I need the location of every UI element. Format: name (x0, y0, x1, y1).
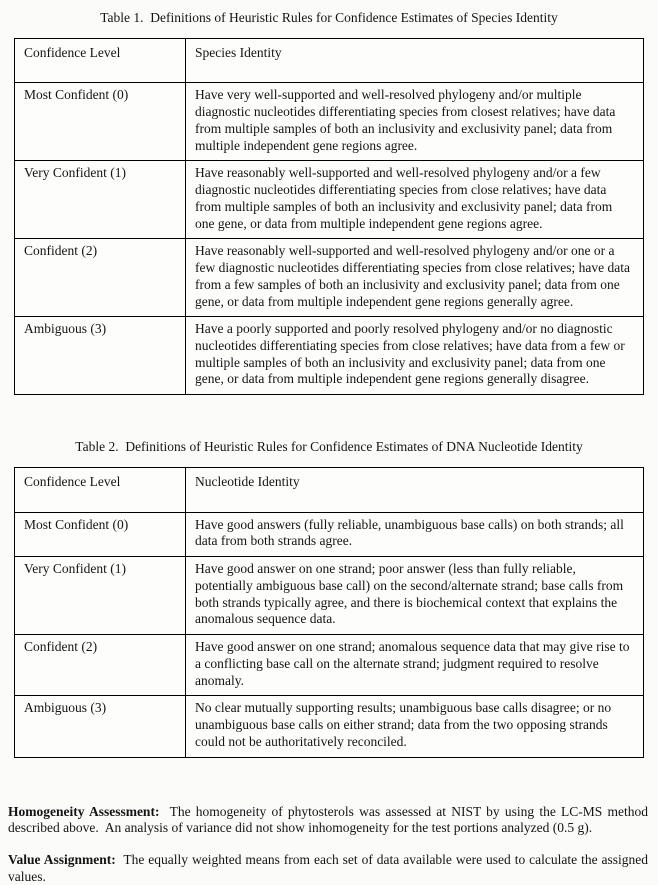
table1-species-identity (14, 38, 644, 395)
table-row (15, 696, 644, 757)
homogeneity-assessment-label: Homogeneity Assessment: (8, 804, 159, 819)
confidence-level-cell: Ambiguous (3) (15, 696, 186, 757)
table2-header-row (15, 467, 644, 512)
homogeneity-assessment-text: The homogeneity of phytosterols was assessed at NIST by using the LC-MS method described above. An analysis of variance did not show inhomogeneity for the test portions analyzed (0.5 g). (8, 804, 651, 836)
table2-header-confidence-level: Confidence Level (15, 467, 186, 512)
definition-cell: Have good answers (fully reliable, unambiguous base calls) on both strands; all data from both strands agree. (186, 512, 644, 556)
table2-header-nucleotide-identity: Nucleotide Identity (186, 467, 644, 512)
table-row (15, 512, 644, 556)
table-row (15, 83, 644, 161)
value-assignment-paragraph (8, 852, 648, 885)
definition-cell: Have reasonably well-supported and well-resolved phylogeny and/or a few diagnostic nucleotides differentiating species from close relatives; have data from multiple samples of both an inclusivity and exclusivity panel; data from one gene, or data from multiple independent gene regions agree. (186, 161, 644, 239)
definition-cell: No clear mutually supporting results; unambiguous base calls disagree; or no unambiguous base calls on either strand; data from the two opposing strands could not be authoritatively reconciled. (186, 696, 644, 757)
definition-cell: Have good answer on one strand; anomalous sequence data that may give rise to a conflicting base call on the alternate strand; judgment required to resolve anomaly. (186, 635, 644, 696)
table-row (15, 317, 644, 395)
table-row (15, 161, 644, 239)
confidence-level-cell: Very Confident (1) (15, 557, 186, 635)
table-row (15, 239, 644, 317)
table-row (15, 557, 644, 635)
confidence-level-cell: Ambiguous (3) (15, 317, 186, 395)
definition-cell: Have reasonably well-supported and well-resolved phylogeny and/or one or a few diagnostic nucleotides differentiating species from close relatives; have data from a few samples of both an inclusivity and exclusivity panel; data from one gene, or data from multiple independent gene regions generally agree. (186, 239, 644, 317)
confidence-level-cell: Confident (2) (15, 635, 186, 696)
value-assignment-text: The equally weighted means from each set of data available were used to calculate the assigned values. (8, 852, 651, 884)
homogeneity-assessment-paragraph (8, 804, 648, 837)
table1-header-species-identity: Species Identity (186, 38, 644, 83)
table2-title: Table 2. Definitions of Heuristic Rules for Confidence Estimates of DNA Nucleotide Identity (8, 439, 650, 456)
table2-nucleotide-identity (14, 467, 644, 758)
confidence-level-cell: Most Confident (0) (15, 83, 186, 161)
definition-cell: Have a poorly supported and poorly resolved phylogeny and/or no diagnostic nucleotides differentiating species from close relatives; have data from a few or multiple samples of both an inclusivity and exclusivity panel; data from one gene, or data from multiple independent gene regions generally disagree. (186, 317, 644, 395)
confidence-level-cell: Very Confident (1) (15, 161, 186, 239)
definition-cell: Have very well-supported and well-resolved phylogeny and/or multiple diagnostic nucleotides differentiating species from closest relatives; have data from multiple samples of both an inclusivity and exclusivity panel; data from multiple independent gene regions agree. (186, 83, 644, 161)
table1-title: Table 1. Definitions of Heuristic Rules for Confidence Estimates of Species Identity (8, 10, 650, 27)
table1-header-confidence-level: Confidence Level (15, 38, 186, 83)
assessment-section (8, 804, 650, 885)
table-row (15, 635, 644, 696)
value-assignment-label: Value Assignment: (8, 852, 116, 867)
table1-header-row (15, 38, 644, 83)
confidence-level-cell: Confident (2) (15, 239, 186, 317)
definition-cell: Have good answer on one strand; poor answer (less than fully reliable, potentially ambiguous base call) on the second/alternate strand; base calls from both strands typically agree, and there is biochemical context that explains the anomalous sequence data. (186, 557, 644, 635)
confidence-level-cell: Most Confident (0) (15, 512, 186, 556)
